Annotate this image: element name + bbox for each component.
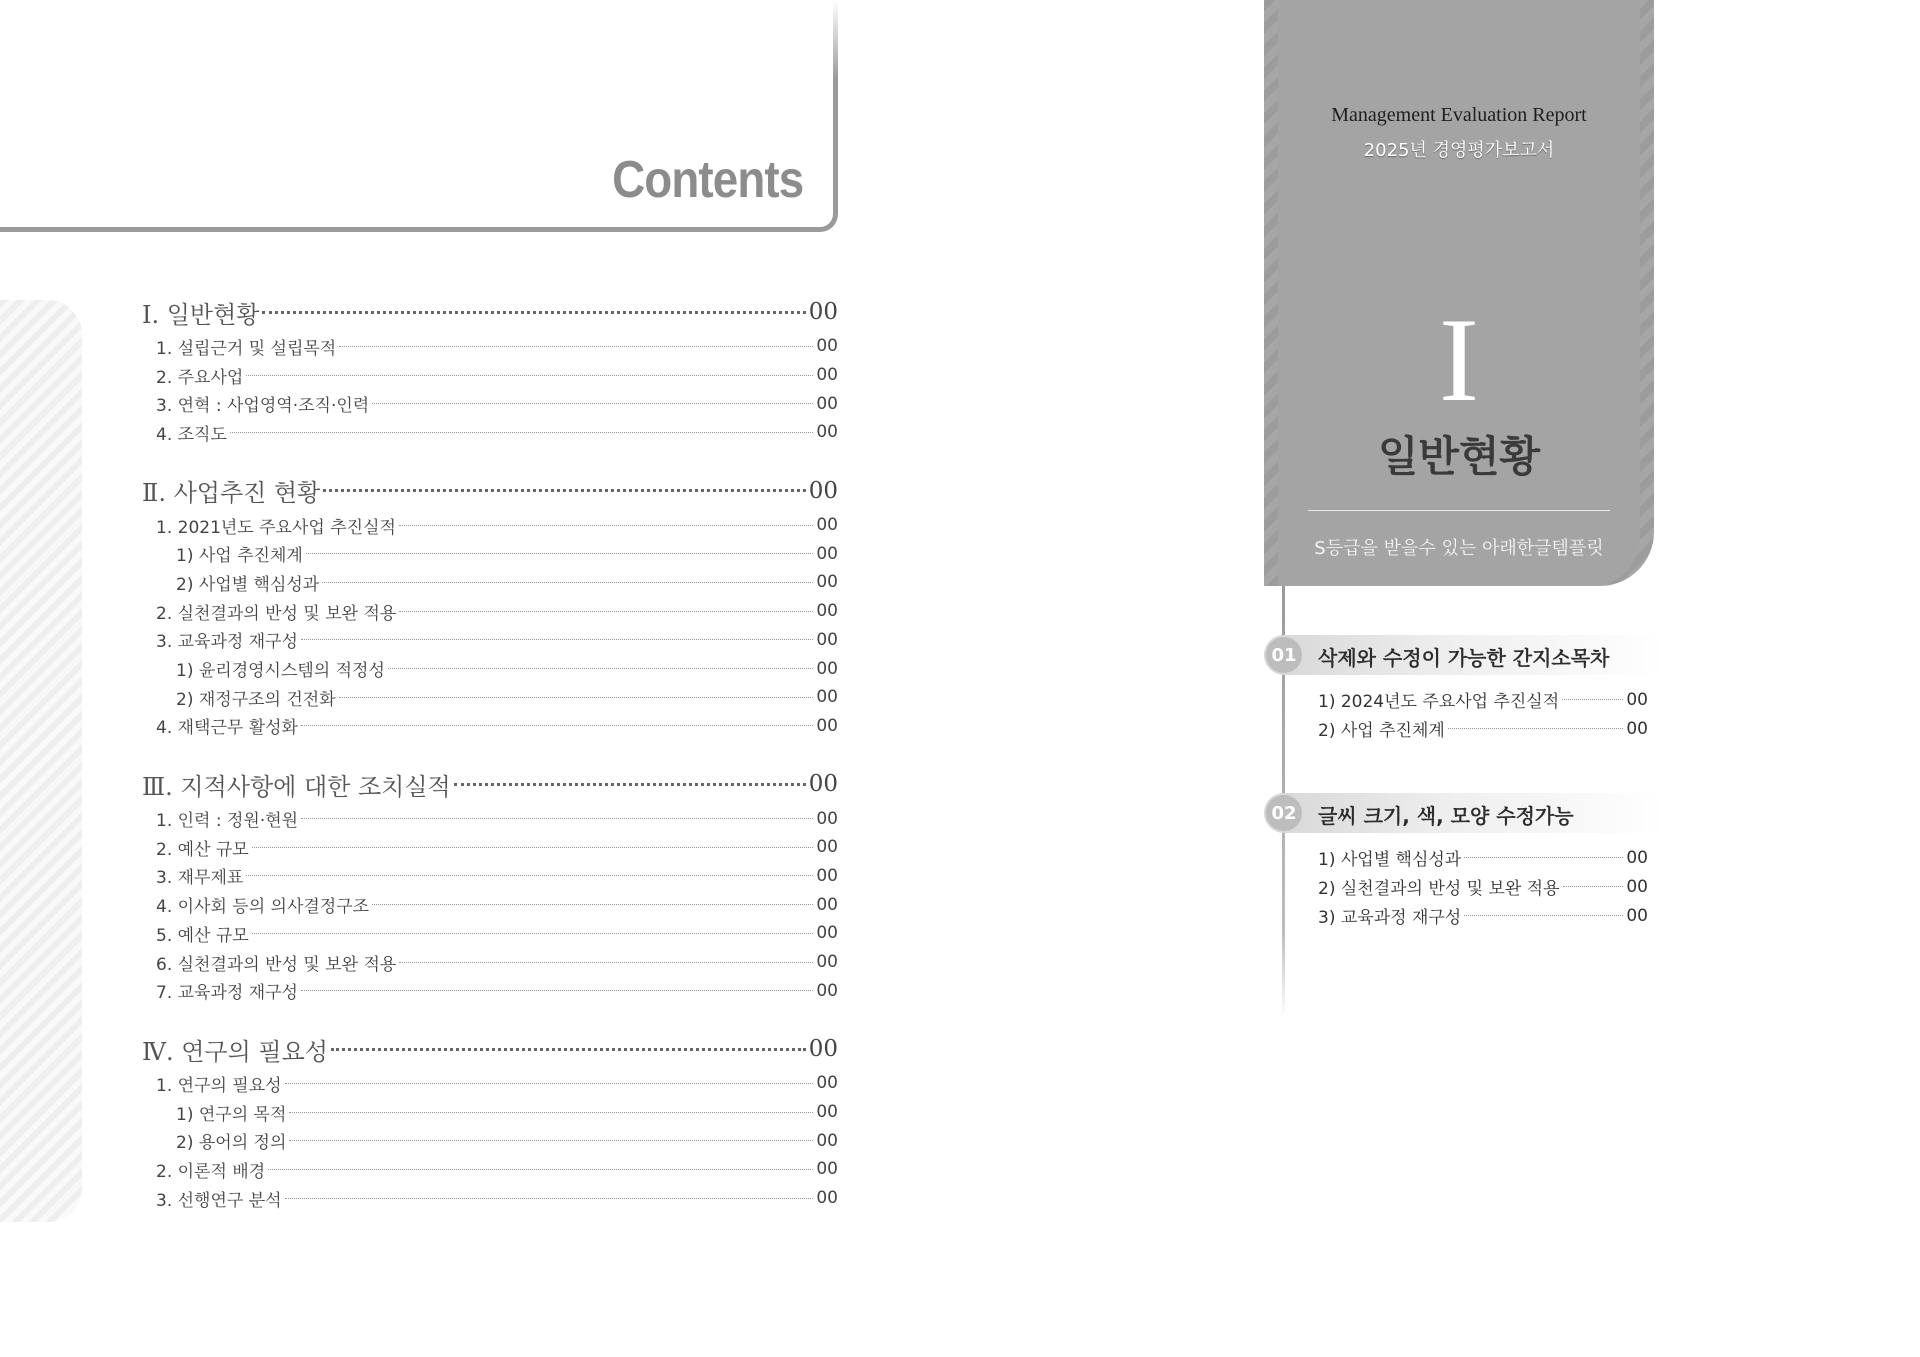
leader-dots (454, 783, 806, 786)
toc-item-label: 2) 사업별 핵심성과 (176, 574, 320, 595)
toc-section-heading[interactable] (142, 764, 838, 804)
toc-item-label: 3. 재무제표 (156, 868, 244, 889)
toc-item[interactable] (142, 626, 838, 655)
group-number-badge: 01 (1266, 637, 1302, 673)
page-number: 00 (816, 658, 838, 679)
report-title-english: Management Evaluation Report (1331, 104, 1587, 126)
page-number: 00 (808, 299, 838, 325)
subtoc-item[interactable] (1318, 685, 1648, 714)
toc-subitem[interactable] (142, 539, 838, 568)
leader-dots (262, 311, 805, 314)
page-number: 00 (1626, 689, 1648, 710)
leader-dots (285, 1083, 814, 1084)
chapter-divider-panel (1264, 0, 1654, 586)
chapter-subtitle: S등급을 받을수 있는 아래한글템플릿 (1314, 538, 1604, 559)
page-number: 00 (816, 1130, 838, 1151)
toc-section-heading[interactable] (142, 1029, 838, 1069)
toc-subitem[interactable] (142, 568, 838, 597)
toc-item[interactable] (142, 1069, 838, 1098)
subtoc-item[interactable] (1318, 872, 1648, 901)
toc-item-label: 1) 사업 추진체계 (176, 546, 303, 567)
subtoc-item[interactable] (1318, 901, 1648, 930)
toc-item-label: 2. 예산 규모 (156, 839, 249, 860)
page-number: 00 (816, 1159, 838, 1180)
report-title-korean: 2025년 경영평가보고서 (1363, 140, 1555, 161)
toc-item-label: 1. 설립근거 및 설립목적 (156, 338, 337, 359)
leader-dots (301, 639, 813, 640)
chapter-title: 일반현황 (1377, 432, 1541, 481)
toc-item[interactable] (142, 976, 838, 1005)
toc-item-label: 3. 선행연구 분석 (156, 1190, 282, 1211)
leader-dots (301, 725, 813, 726)
page-number: 00 (816, 687, 838, 708)
group-number-badge: 02 (1266, 795, 1302, 831)
toc-subitem[interactable] (142, 683, 838, 712)
leader-dots (252, 933, 814, 934)
toc-item-label: 7. 교육과정 재구성 (156, 983, 298, 1004)
page-number: 00 (816, 365, 838, 386)
leader-dots (399, 611, 813, 612)
page-number: 00 (816, 1102, 838, 1123)
leader-dots (322, 582, 813, 583)
toc-item[interactable] (142, 833, 838, 862)
toc-section-heading[interactable] (142, 292, 838, 332)
toc-item[interactable] (142, 890, 838, 919)
toc-item-label: 3. 교육과정 재구성 (156, 632, 298, 653)
toc-section-1 (142, 292, 838, 447)
contents-header-frame (0, 0, 838, 232)
side-decoration-tab (0, 300, 82, 1222)
page-number: 00 (1626, 847, 1648, 868)
toc-item-label: 1. 연구의 필요성 (156, 1075, 282, 1096)
toc-item[interactable] (142, 862, 838, 891)
leader-dots (372, 403, 813, 404)
leader-dots (246, 875, 813, 876)
toc-subitem[interactable] (142, 654, 838, 683)
toc-item-label: 2) 재정구조의 건전화 (176, 689, 336, 710)
toc-section-4 (142, 1029, 838, 1212)
toc-item-label: 1) 연구의 목적 (176, 1104, 287, 1125)
subtoc-items (1264, 675, 1648, 743)
subtoc-item[interactable] (1318, 843, 1648, 872)
group-title: 글씨 크기, 색, 모양 수정가능 (1318, 804, 1574, 828)
toc-section-title: Ⅲ. 지적사항에 대한 조치실적 (142, 772, 451, 801)
toc-section-title: Ⅰ. 일반현황 (142, 300, 260, 329)
leader-dots (399, 525, 813, 526)
page-number: 00 (816, 1188, 838, 1209)
toc-item[interactable] (142, 332, 838, 361)
table-of-contents (142, 292, 838, 1237)
page-number: 00 (816, 952, 838, 973)
toc-item[interactable] (142, 948, 838, 977)
page-number: 00 (1626, 876, 1648, 897)
leader-dots (331, 1048, 806, 1051)
leader-dots (306, 553, 814, 554)
page-number: 00 (816, 837, 838, 858)
page-number: 00 (816, 422, 838, 443)
toc-section-title: Ⅱ. 사업추진 현황 (142, 479, 321, 508)
toc-item-label: 2) 용어의 정의 (176, 1133, 287, 1154)
page-number: 00 (816, 572, 838, 593)
toc-item-label: 1. 2021년도 주요사업 추진실적 (156, 517, 396, 538)
toc-section-3 (142, 764, 838, 1005)
toc-item-label: 5. 예산 규모 (156, 925, 249, 946)
toc-section-2 (142, 471, 838, 741)
toc-item[interactable] (142, 361, 838, 390)
group-title: 삭제와 수정이 가능한 간지소목차 (1318, 646, 1610, 670)
toc-item-label: 3. 연혁 : 사업영역·조직·인력 (156, 396, 370, 417)
subtoc-item[interactable] (1318, 714, 1648, 743)
divider (1308, 510, 1610, 511)
leader-dots (323, 489, 805, 492)
leader-dots (339, 697, 814, 698)
page-number: 00 (1626, 718, 1648, 739)
leader-dots (1464, 857, 1623, 858)
leader-dots (1448, 728, 1624, 729)
toc-item-label: 4. 재택근무 활성화 (156, 718, 298, 739)
subtoc-item-label: 3) 교육과정 재구성 (1318, 908, 1462, 928)
leader-dots (399, 962, 813, 963)
chapter-panel-inner (1278, 0, 1640, 586)
subtoc-items (1264, 833, 1648, 930)
page-number: 00 (816, 601, 838, 622)
subtoc-item-label: 1) 2024년도 주요사업 추진실적 (1318, 692, 1560, 712)
toc-item[interactable] (142, 804, 838, 833)
page-number: 00 (816, 393, 838, 414)
page-number: 00 (816, 980, 838, 1001)
page-number: 00 (816, 336, 838, 357)
leader-dots (285, 1198, 814, 1199)
leader-dots (301, 990, 813, 991)
subtoc-group-header[interactable] (1264, 793, 1664, 833)
subtoc-group-1 (1264, 635, 1664, 743)
toc-item-label: 4. 이사회 등의 의사결정구조 (156, 897, 370, 918)
leader-dots (289, 1140, 813, 1141)
leader-dots (1563, 886, 1624, 887)
toc-item[interactable] (142, 919, 838, 948)
page-number: 00 (816, 543, 838, 564)
leader-dots (252, 847, 814, 848)
leader-dots (301, 818, 813, 819)
toc-item-label: 1. 인력 : 정원·현원 (156, 811, 299, 832)
toc-section-title: Ⅳ. 연구의 필요성 (142, 1037, 328, 1066)
subtoc-item-label: 2) 실천결과의 반성 및 보완 적용 (1318, 879, 1560, 899)
page-number: 00 (816, 629, 838, 650)
page-number: 00 (816, 865, 838, 886)
toc-item-label: 2. 이론적 배경 (156, 1161, 266, 1182)
subtoc-group-2 (1264, 793, 1664, 930)
leader-dots (289, 1112, 813, 1113)
page-number: 00 (808, 771, 838, 798)
leader-dots (339, 346, 813, 347)
page-number: 00 (808, 1036, 838, 1063)
leader-dots (1562, 699, 1623, 700)
toc-item-label: 2. 실천결과의 반성 및 보완 적용 (156, 603, 397, 624)
page-number: 00 (816, 515, 838, 536)
toc-item-label: 6. 실천결과의 반성 및 보완 적용 (156, 954, 397, 975)
leader-dots (246, 375, 813, 376)
subtoc-item-label: 1) 사업별 핵심성과 (1318, 850, 1462, 870)
toc-item[interactable] (142, 511, 838, 540)
subtoc-group-header[interactable] (1264, 635, 1664, 675)
subtoc-item-label: 2) 사업 추진체계 (1318, 721, 1445, 741)
toc-item[interactable] (142, 389, 838, 418)
page-number: 00 (816, 808, 838, 829)
contents-title: Contents (611, 151, 803, 209)
toc-item[interactable] (142, 1184, 838, 1213)
page-number: 00 (816, 715, 838, 736)
toc-subitem[interactable] (142, 1126, 838, 1155)
leader-dots (372, 904, 813, 905)
leader-dots (388, 668, 813, 669)
page-number: 00 (816, 923, 838, 944)
toc-section-heading[interactable] (142, 471, 838, 511)
page-number: 00 (816, 894, 838, 915)
leader-dots (268, 1169, 813, 1170)
toc-item-label: 1) 윤리경영시스템의 적정성 (176, 661, 385, 682)
page-number: 00 (816, 1073, 838, 1094)
leader-dots (230, 432, 813, 433)
toc-item[interactable] (142, 597, 838, 626)
page-number: 00 (1626, 905, 1648, 926)
toc-item-label: 4. 조직도 (156, 424, 227, 445)
toc-subitem[interactable] (142, 1098, 838, 1127)
toc-item-label: 2. 주요사업 (156, 367, 244, 388)
toc-item[interactable] (142, 1155, 838, 1184)
chapter-numeral: I (1439, 293, 1479, 426)
page-number: 00 (808, 477, 838, 504)
toc-item[interactable] (142, 418, 838, 447)
toc-item[interactable] (142, 712, 838, 741)
leader-dots (1464, 915, 1623, 916)
